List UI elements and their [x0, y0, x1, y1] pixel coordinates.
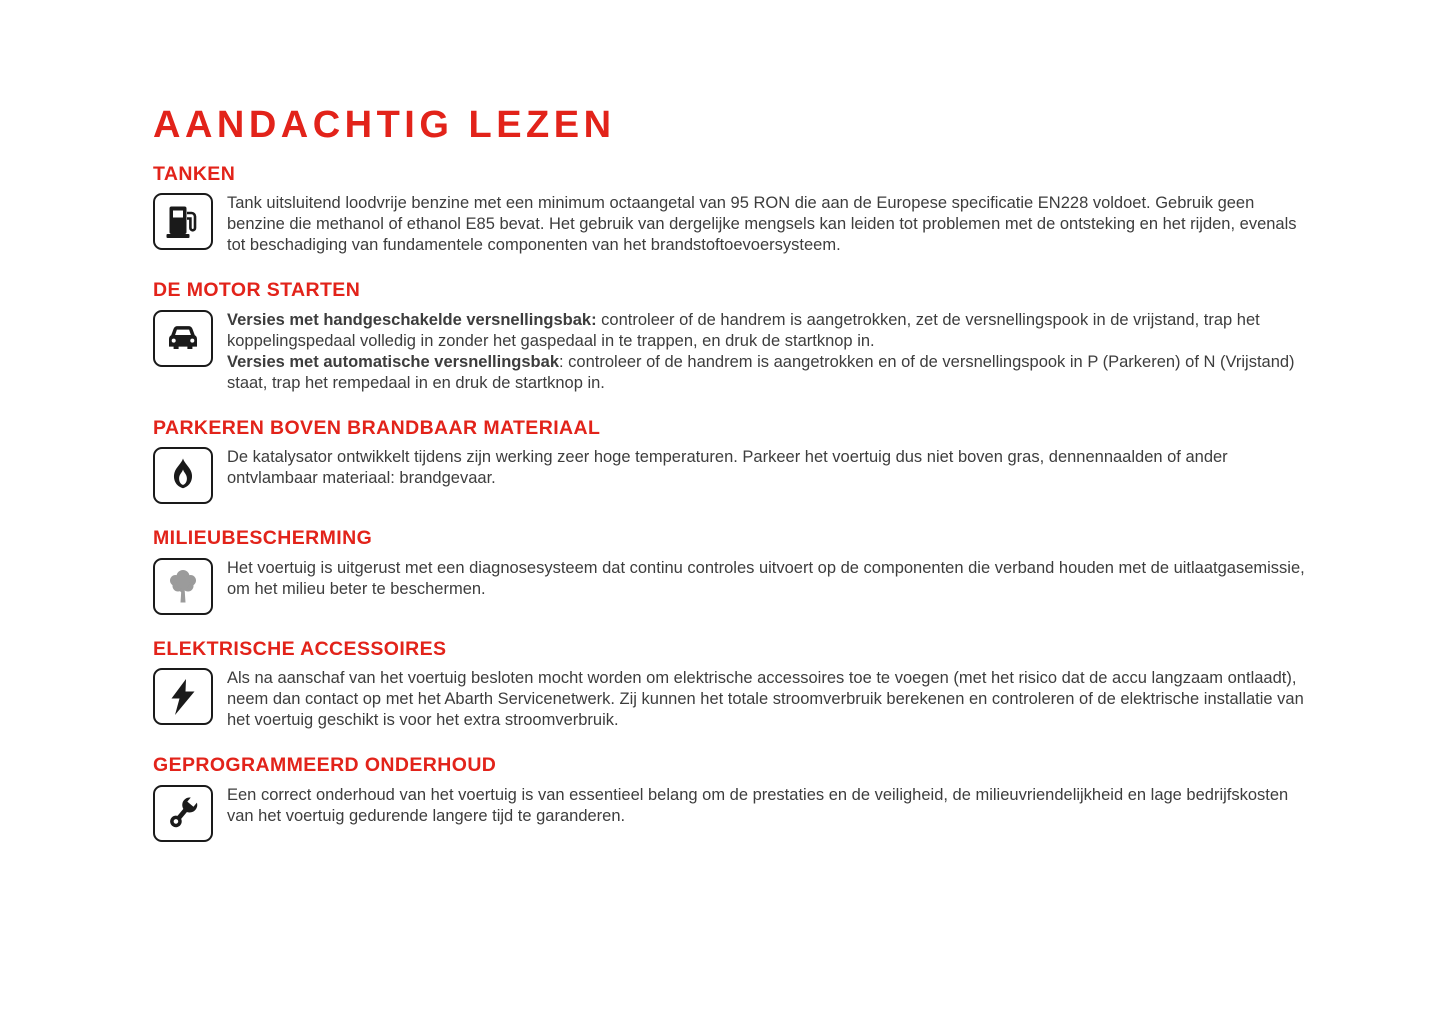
paragraph-bold-text: Versies met automatische versnellingsbak: [227, 352, 559, 371]
paragraph: [227, 193, 1310, 256]
section-row: [153, 447, 1310, 504]
manual-section: [153, 164, 1310, 256]
manual-section: [153, 639, 1310, 731]
paragraph: [227, 352, 1310, 394]
paragraph: [227, 310, 1310, 352]
section-text: [227, 193, 1310, 256]
section-text: [227, 668, 1310, 731]
paragraph-text: Een correct onderhoud van het voertuig is van essentieel belang om de prestaties en de veiligheid, de milieuvriendelijkheid en lage bedrijfskosten van het voertuig gedurende langere tijd te garanderen.: [227, 785, 1289, 825]
flame-icon: [153, 447, 213, 504]
section-row: [153, 785, 1310, 842]
section-text: [227, 785, 1310, 827]
section-heading: GEPROGRAMMEERD ONDERHOUD: [153, 754, 497, 777]
wrench-icon: [153, 785, 213, 842]
paragraph-text: : controleer of de handrem is aangetrokken en of de versnellingspook in P (Parkeren) of N (Vrijstand) staat, trap het rempedaal in en druk de startknop in.: [227, 352, 1295, 392]
manual-section: [153, 280, 1310, 393]
paragraph-text: Als na aanschaf van het voertuig besloten mocht worden om elektrische accessoires toe te voegen (met het risico dat de accu langzaam ontlaadt), neem dan contact op met het Abarth Servicenetwerk. Zij kunnen het totale stroomverbruik berekenen en controleren of de elektrische installatie van het voertuig geschikt is voor het extra stroomverbruik.: [227, 669, 1304, 730]
paragraph: [227, 558, 1310, 600]
section-text: [227, 558, 1310, 600]
section-heading: DE MOTOR STARTEN: [153, 279, 361, 302]
section-row: [153, 193, 1310, 256]
section-text: [227, 447, 1310, 489]
paragraph: [227, 447, 1310, 489]
section-heading: ELEKTRISCHE ACCESSOIRES: [153, 637, 447, 660]
section-row: [153, 558, 1310, 615]
tree-icon: [153, 558, 213, 615]
section-heading: PARKEREN BOVEN BRANDBAAR MATERIAAL: [153, 416, 601, 439]
page-title: AANDACHTIG LEZEN: [153, 104, 616, 146]
section-heading: MILIEUBESCHERMING: [153, 527, 373, 550]
fuel-pump-icon: [153, 193, 213, 250]
section-text: [227, 310, 1310, 394]
paragraph-text: Het voertuig is uitgerust met een diagnosesysteem dat continu controles uitvoert op de componenten die verband houden met de uitlaatgasemissie, om het milieu beter te beschermen.: [227, 558, 1305, 598]
lightning-icon: [153, 668, 213, 725]
section-row: [153, 668, 1310, 731]
paragraph: [227, 785, 1310, 827]
section-row: [153, 310, 1310, 394]
paragraph-text: controleer of de handrem is aangetrokken, zet de versnellingspook in de vrijstand, trap het koppelingspedaal volledig in zonder het gaspedaal in te trappen, en druk de startknop in.: [227, 310, 1260, 350]
manual-section: [153, 418, 1310, 504]
sections-container: [153, 164, 1310, 842]
paragraph-text: De katalysator ontwikkelt tijdens zijn werking zeer hoge temperaturen. Parkeer het voertuig dus niet boven gras, dennennaalden of ander ontvlambaar materiaal: brandgevaar.: [227, 448, 1228, 488]
paragraph-bold-text: Versies met handgeschakelde versnellingsbak:: [227, 310, 597, 329]
paragraph: [227, 668, 1310, 731]
manual-section: [153, 755, 1310, 841]
manual-section: [153, 528, 1310, 614]
car-icon: [153, 310, 213, 367]
paragraph-text: Tank uitsluitend loodvrije benzine met een minimum octaangetal van 95 RON die aan de Europese specificatie EN228 voldoet. Gebruik geen benzine die methanol of ethanol E85 bevat. Het gebruik van dergelijke mengsels kan leiden tot problemen met de ontsteking en het rijden, evenals tot beschadiging van fundamentele componenten van het brandstoftoevoersysteem.: [227, 194, 1297, 255]
section-heading: TANKEN: [153, 163, 236, 185]
